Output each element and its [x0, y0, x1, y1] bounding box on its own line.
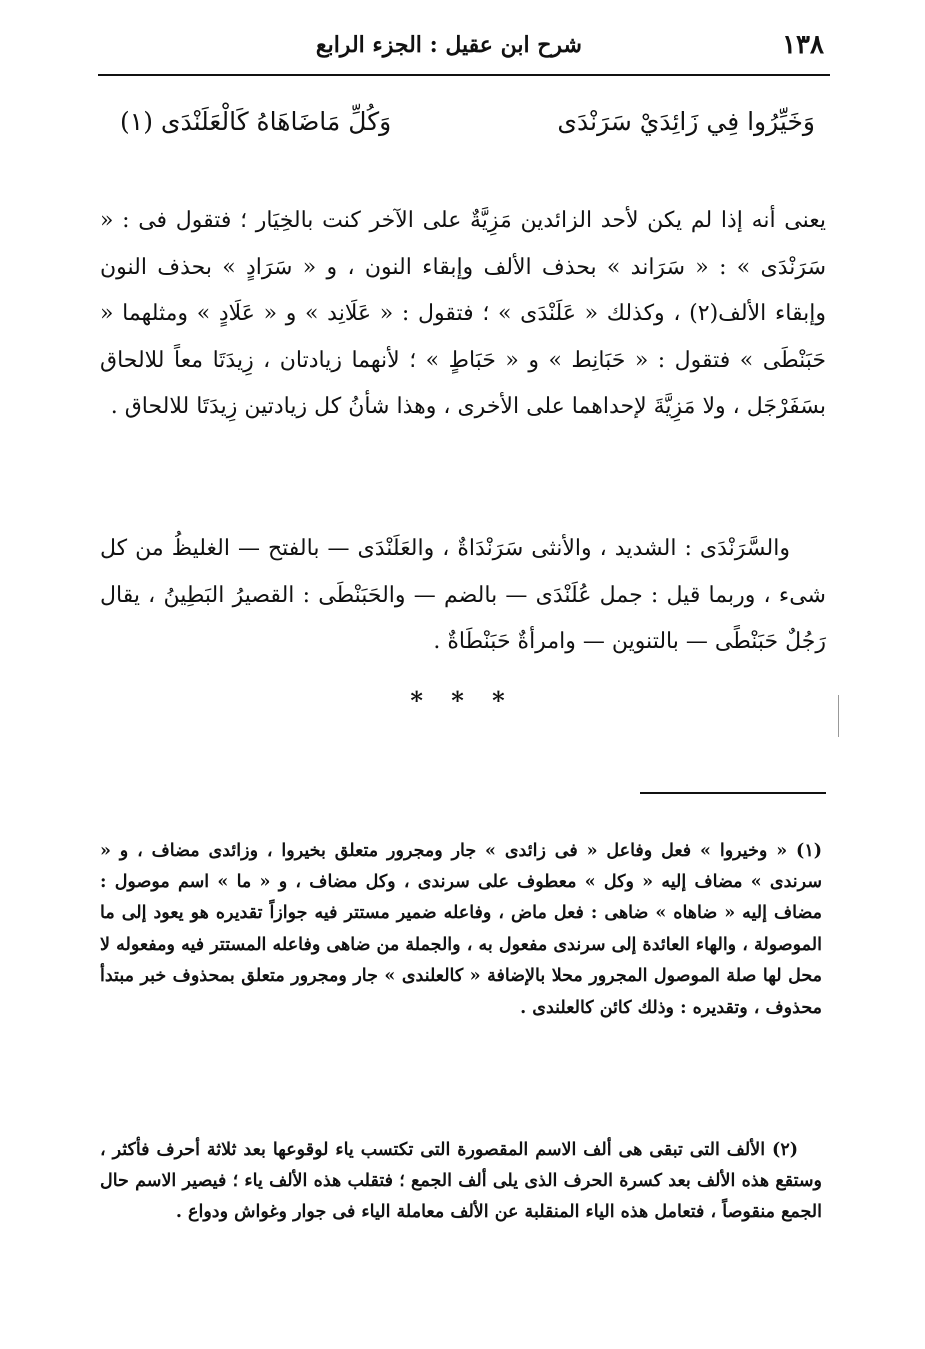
footnote: [100, 836, 822, 1024]
footnote-text: الألف التى تبقى هى ألف الاسم المقصورة التى تكتسب ياء لوقوعها بعد ثلاثة أحرف فأكثر ، وستقع هذه الألف بعد كسرة الحرف الذى يلى ألف الجمع ؛ فتقلب هذه الألف ياء ؛ فيصير الاسم حال الجمع منقوصاً ، فتعامل هذه الياء المنقلبة عن الألف معاملة الياء فى جوار وغواش ودواع .: [100, 1139, 822, 1223]
header-rule: [98, 74, 830, 76]
verse-line: [110, 96, 825, 146]
footnote: [100, 1135, 822, 1229]
verse-first-half: وَخَيِّرُوا فِي زَائِدَيْ سَرَنْدَى: [557, 106, 815, 136]
page-number: ١٣٨: [782, 30, 824, 60]
footnote-number: (٢): [772, 1139, 799, 1160]
verse-second-half: وَكُلِّ مَاضَاهَاهُ كَالْعَلَنْدَى (١): [120, 106, 392, 136]
margin-mark: [838, 695, 839, 737]
definitions-paragraph: والسَّرَنْدَى : الشديد ، والأنثى سَرَنْدَاةٌ ، والعَلَنْدَى — بالفتح — الغليظُ من كل شىء ، وربما قيل : جمل عُلَنْدَى — بالضم — والحَبَنْطَى : القصيرُ البَطِينُ ، يقال رَجُلٌ حَبَنْطًى — بالتنوين — وامرأةٌ حَبَنْطَاةٌ .: [100, 536, 826, 654]
page-header: [98, 28, 828, 72]
footnote-number: (١): [796, 840, 823, 861]
section-separator: * * *: [410, 686, 515, 715]
footnote-rule: [640, 792, 826, 794]
commentary-paragraph: يعنى أنه إذا لم يكن لأحد الزائدين مَزِيَّةٌ على الآخر كنت بالخِيَار ؛ فتقول فى : « سَرَنْدَى » : « سَرَاند » بحذف الألف وإبقاء النون ، و « سَرَادٍ » بحذف النون وإبقاء الألف(٢) ، وكذلك « عَلَنْدَى » ؛ فتقول : « عَلَانِد » و « عَلَادٍ » ومثلهما « حَبَنْطَى » فتقول : « حَبَانِط » و « حَبَاطٍ » ؛ لأنهما زيادتان ، زِيدَتَا معاً للالحاق بسَفَرْجَل ، ولا مَزِيَّةَ لإحداهما على الأخرى ، وهذا شأنُ كل زيادتين زِيدَتَا للالحاق .: [100, 208, 826, 419]
running-title: شرح ابن عقيل : الجزء الرابع: [315, 32, 582, 58]
footnote-text: « وخيروا » فعل وفاعل « فى زائدى » جار ومجرور متعلق بخيروا ، وزائدى مضاف ، و « سرندى » مضاف إليه « وكل » معطوف على سرندى ، وكل مضاف ، و « ما » اسم موصول : مضاف إليه « ضاهاه » ضاهى : فعل ماض ، وفاعله ضمير مستتر فيه جوازاً تقديره هو يعود إلى ما الموصولة ، والهاء العائدة إلى سرندى مفعول به ، والجملة من ضاهى وفاعله المستتر فيه ومفعوله لا محل لها صلة الموصول المجرور محلا بالإضافة « كالعلندى » جار ومجرور متعلق بمحذوف خبر مبتدأ محذوف ، وتقديره : وذلك كائن كالعلندى .: [100, 840, 822, 1018]
